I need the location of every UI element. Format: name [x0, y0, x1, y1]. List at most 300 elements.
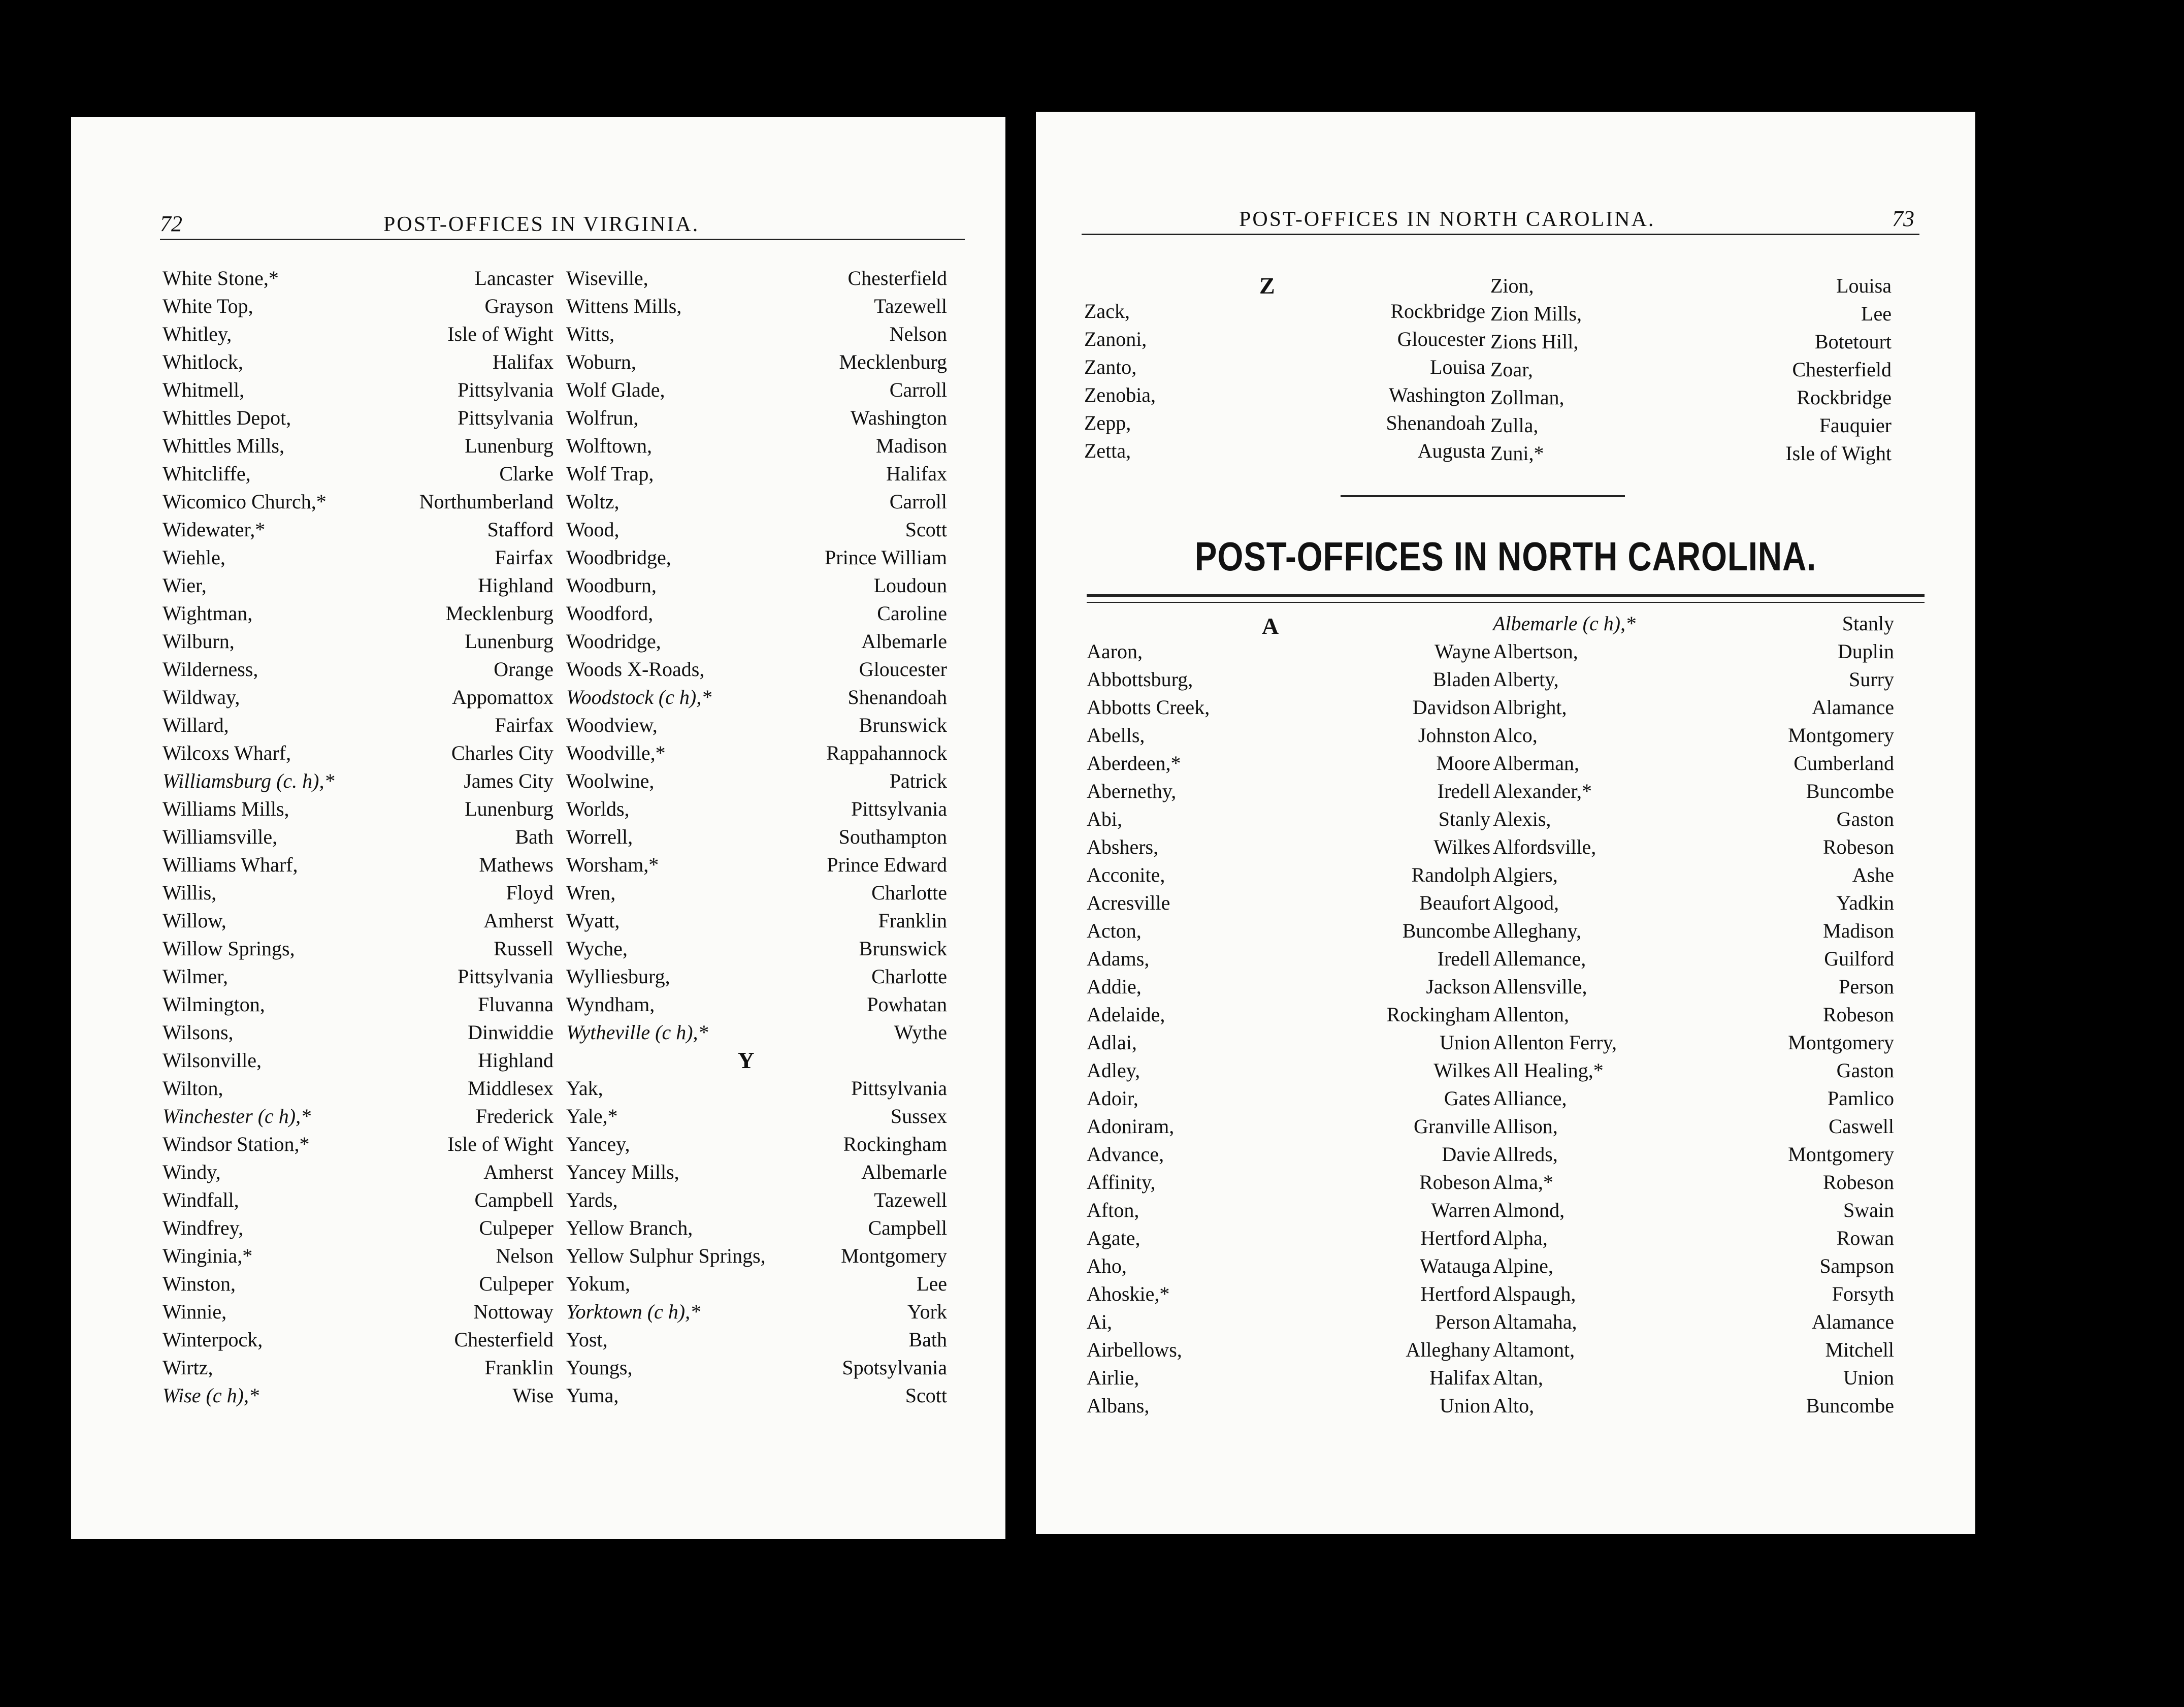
list-item — [1087, 973, 1490, 1001]
list-item — [1493, 889, 1894, 917]
county-name: Bath — [908, 1328, 947, 1351]
post-office-name: Yorktown (c h),* — [566, 1300, 701, 1323]
county-name: Person — [1839, 975, 1894, 998]
county-name: Union — [1440, 1394, 1490, 1417]
list-item — [566, 990, 947, 1018]
county-name: Nelson — [496, 1244, 553, 1267]
list-item — [162, 823, 553, 851]
list-item — [1493, 1140, 1894, 1168]
list-item — [1490, 300, 1892, 328]
county-name: Caroline — [877, 602, 947, 625]
list-item — [162, 795, 553, 823]
list-item — [1087, 805, 1490, 833]
post-office-name: Whittles Depot, — [162, 406, 291, 429]
list-item — [162, 348, 553, 376]
county-name: Franklin — [878, 909, 947, 932]
list-item — [162, 683, 553, 711]
post-office-name: Adams, — [1087, 947, 1150, 970]
county-name: Lunenburg — [465, 434, 553, 457]
post-office-name: Winnie, — [162, 1300, 227, 1323]
county-name: Grayson — [484, 295, 553, 317]
list-item — [566, 711, 947, 739]
list-item — [162, 1018, 553, 1046]
post-office-name: Yellow Branch, — [566, 1216, 693, 1239]
county-name: Buncombe — [1806, 780, 1894, 802]
list-item — [1087, 693, 1490, 721]
post-office-name: Winginia,* — [162, 1244, 253, 1267]
post-office-name: Willow Springs, — [162, 937, 295, 960]
county-name: Union — [1440, 1031, 1490, 1054]
county-name: Pittsylvania — [458, 965, 553, 988]
post-office-name: Worlds, — [566, 797, 630, 820]
post-office-name: Abshers, — [1087, 835, 1159, 858]
post-office-name: Zanto, — [1084, 356, 1137, 378]
post-office-name: Acconite, — [1087, 863, 1165, 886]
page-number: 72 — [160, 211, 182, 236]
list-item — [162, 1102, 553, 1130]
post-office-name: Woodstock (c h),* — [566, 686, 712, 708]
post-office-name: Windsor Station,* — [162, 1133, 310, 1155]
county-name: Mecklenburg — [839, 350, 947, 373]
post-office-name: Wilsonville, — [162, 1049, 262, 1072]
running-head-title: POST-OFFICES IN VIRGINIA. — [383, 213, 700, 236]
county-name: Stafford — [487, 518, 553, 541]
z-column-1 — [1084, 297, 1485, 465]
county-name: Bath — [515, 825, 553, 848]
list-item — [1493, 693, 1894, 721]
post-office-name: Woolwine, — [566, 769, 655, 792]
post-office-name: Zion, — [1490, 274, 1534, 297]
left-page — [71, 117, 1005, 1539]
county-name: Beaufort — [1419, 891, 1490, 914]
post-office-name: Wicomico Church,* — [162, 490, 327, 513]
list-item — [566, 935, 947, 962]
county-name: Floyd — [506, 881, 553, 904]
post-office-name: Winterpock, — [162, 1328, 263, 1351]
post-office-name: Woltz, — [566, 490, 620, 513]
post-office-name: Altan, — [1493, 1366, 1543, 1389]
list-item — [1087, 861, 1490, 889]
county-name: Granville — [1413, 1115, 1490, 1138]
list-item — [566, 851, 947, 879]
list-item — [1087, 1280, 1490, 1308]
county-name: Montgomery — [1788, 724, 1894, 747]
post-office-name: Williams Mills, — [162, 797, 289, 820]
county-name: Pittsylvania — [851, 797, 947, 820]
county-name: Davie — [1442, 1143, 1490, 1166]
county-name: Hertford — [1420, 1227, 1490, 1249]
county-name: Johnston — [1418, 724, 1490, 747]
post-office-name: Willow, — [162, 909, 226, 932]
post-office-name: Woodbridge, — [566, 546, 671, 569]
list-item — [1087, 1028, 1490, 1056]
post-office-name: Altamont, — [1493, 1338, 1575, 1361]
list-item — [1493, 805, 1894, 833]
county-name: Chesterfield — [454, 1328, 553, 1351]
list-item — [1493, 1364, 1894, 1392]
post-office-name: Wolf Glade, — [566, 378, 665, 401]
county-name: Isle of Wight — [447, 1133, 553, 1155]
county-name: Davidson — [1412, 696, 1490, 719]
post-office-name: Alexis, — [1493, 808, 1551, 830]
post-office-name: Advance, — [1087, 1143, 1164, 1166]
post-office-name: Winchester (c h),* — [162, 1105, 311, 1128]
post-office-name: Woodburn, — [566, 574, 657, 597]
list-item — [566, 1214, 947, 1242]
post-office-name: Wytheville (c h),* — [566, 1021, 708, 1044]
section-divider — [1341, 495, 1625, 497]
z-column-2 — [1490, 272, 1892, 467]
post-office-name: Yancey, — [566, 1133, 630, 1155]
list-item — [1493, 777, 1894, 805]
post-office-name: Allison, — [1493, 1115, 1558, 1138]
list-item — [566, 1102, 947, 1130]
county-name: Powhatan — [867, 993, 947, 1016]
post-office-name: Abernethy, — [1087, 780, 1177, 802]
post-office-name: Allensville, — [1493, 975, 1587, 998]
list-item — [1087, 1336, 1490, 1364]
post-office-name: Ahoskie,* — [1087, 1282, 1170, 1305]
list-item — [1087, 1392, 1490, 1420]
county-name: Highland — [478, 574, 553, 597]
list-item — [1493, 1168, 1894, 1196]
post-office-name: Adley, — [1087, 1059, 1140, 1082]
list-item — [162, 1158, 553, 1186]
post-office-name: Alleghany, — [1493, 919, 1582, 942]
post-office-name: Williamsburg (c. h),* — [162, 769, 335, 792]
list-item — [1493, 1056, 1894, 1084]
list-item — [1493, 1392, 1894, 1420]
county-name: Sussex — [890, 1105, 947, 1128]
list-item — [1087, 777, 1490, 805]
post-office-name: Affinity, — [1087, 1171, 1156, 1194]
list-item — [162, 320, 553, 348]
post-office-name: Widewater,* — [162, 518, 266, 541]
post-office-name: Algiers, — [1493, 863, 1558, 886]
section-letter-z: Z — [1259, 273, 1275, 299]
county-name: Tazewell — [874, 295, 947, 317]
county-name: Russell — [494, 937, 553, 960]
post-office-name: Allreds, — [1493, 1143, 1558, 1166]
list-item — [162, 1074, 553, 1102]
county-name: Augusta — [1417, 439, 1485, 462]
county-name: Hertford — [1420, 1282, 1490, 1305]
post-office-name: Allenton Ferry, — [1493, 1031, 1617, 1054]
section-letter-a: A — [1262, 613, 1279, 639]
post-office-name: Algood, — [1493, 891, 1559, 914]
list-item — [566, 460, 947, 488]
post-office-name: Adoir, — [1087, 1087, 1138, 1110]
post-office-name: Woodview, — [566, 714, 658, 736]
list-item — [1087, 665, 1490, 693]
county-name: Patrick — [889, 769, 947, 792]
county-name: Fauquier — [1819, 414, 1892, 437]
county-name: Union — [1843, 1366, 1894, 1389]
list-item — [1493, 1308, 1894, 1336]
county-name: Chesterfield — [847, 267, 947, 289]
post-office-name: Alspaugh, — [1493, 1282, 1576, 1305]
county-name: Wayne — [1434, 640, 1490, 663]
post-office-name: Yancey Mills, — [566, 1161, 679, 1183]
list-item — [1493, 917, 1894, 945]
list-item — [162, 711, 553, 739]
post-office-name: Woodville,* — [566, 742, 666, 764]
post-office-name: Wyche, — [566, 937, 628, 960]
list-item — [162, 432, 553, 460]
post-office-name: Williams Wharf, — [162, 853, 298, 876]
post-office-name: Afton, — [1087, 1199, 1139, 1221]
post-office-name: Zuni,* — [1490, 442, 1544, 465]
post-office-name: Wilcoxs Wharf, — [162, 742, 291, 764]
post-office-name: Woburn, — [566, 350, 636, 373]
post-office-name: Yuma, — [566, 1384, 619, 1407]
post-office-name: Wilburn, — [162, 630, 235, 653]
post-office-name: Willard, — [162, 714, 229, 736]
list-item — [1087, 1084, 1490, 1112]
post-office-name: Woodford, — [566, 602, 654, 625]
post-office-name: Whitcliffe, — [162, 462, 251, 485]
county-name: Randolph — [1411, 863, 1490, 886]
list-item — [1087, 1252, 1490, 1280]
county-name: Lunenburg — [465, 630, 553, 653]
list-item — [1493, 1280, 1894, 1308]
list-item — [1084, 409, 1485, 437]
list-item — [162, 879, 553, 907]
county-name: Wilkes — [1433, 1059, 1490, 1082]
list-item — [566, 599, 947, 627]
county-name: Wise — [512, 1384, 553, 1407]
county-name: Spotsylvania — [842, 1356, 947, 1379]
list-item — [566, 543, 947, 571]
list-item — [1087, 833, 1490, 861]
list-item — [1087, 1168, 1490, 1196]
county-name: Carroll — [889, 490, 947, 513]
county-name: Gaston — [1836, 808, 1894, 830]
county-name: Gloucester — [859, 658, 947, 681]
list-item — [1084, 297, 1485, 325]
list-item — [1493, 1028, 1894, 1056]
county-name: Amherst — [483, 1161, 553, 1183]
list-item — [162, 264, 553, 292]
county-name: Caswell — [1829, 1115, 1894, 1138]
list-item — [566, 1158, 947, 1186]
list-item — [1493, 1336, 1894, 1364]
post-office-name: Zoar, — [1490, 358, 1533, 381]
county-name: Pittsylvania — [458, 378, 553, 401]
list-item — [1087, 1056, 1490, 1084]
list-item — [1493, 1224, 1894, 1252]
list-item — [566, 1074, 947, 1102]
list-item — [1493, 1084, 1894, 1112]
county-name: Shenandoah — [847, 686, 947, 708]
post-office-name: Adlai, — [1087, 1031, 1137, 1054]
post-office-name: Wiseville, — [566, 267, 648, 289]
county-name: Sampson — [1819, 1254, 1894, 1277]
post-office-name: Wilmer, — [162, 965, 228, 988]
list-item — [1087, 1112, 1490, 1140]
post-office-name: Wren, — [566, 881, 616, 904]
post-office-name: Aaron, — [1087, 640, 1143, 663]
list-item — [1087, 1308, 1490, 1336]
post-office-name: Williamsville, — [162, 825, 278, 848]
list-item — [1084, 437, 1485, 465]
county-name: Isle of Wight — [447, 323, 553, 345]
post-office-name: Windfrey, — [162, 1216, 244, 1239]
county-name: Brunswick — [859, 937, 947, 960]
county-name: Surry — [1849, 668, 1894, 691]
county-name: Halifax — [1429, 1366, 1490, 1389]
county-name: Campbell — [474, 1188, 553, 1211]
post-office-name: Alpine, — [1493, 1254, 1553, 1277]
county-name: Nelson — [889, 323, 947, 345]
post-office-name: Youngs, — [566, 1356, 633, 1379]
post-office-name: Adelaide, — [1087, 1003, 1165, 1026]
list-item — [1490, 356, 1892, 383]
post-office-name: Albans, — [1087, 1394, 1150, 1417]
list-item — [162, 767, 553, 795]
list-item — [566, 795, 947, 823]
post-office-name: Zetta, — [1084, 439, 1131, 462]
post-office-name: Wolfrun, — [566, 406, 639, 429]
list-item — [1493, 973, 1894, 1001]
list-item — [566, 516, 947, 543]
list-item — [566, 823, 947, 851]
list-item — [162, 1326, 553, 1354]
post-office-name: Airbellows, — [1087, 1338, 1182, 1361]
list-item — [1087, 917, 1490, 945]
county-name: Buncombe — [1402, 919, 1490, 942]
list-item — [162, 404, 553, 432]
county-name: Carroll — [889, 378, 947, 401]
county-name: Lunenburg — [465, 797, 553, 820]
post-office-name: Zulla, — [1490, 414, 1539, 437]
list-item — [1490, 411, 1892, 439]
post-office-name: Worrell, — [566, 825, 633, 848]
post-office-name: Wilton, — [162, 1077, 223, 1100]
post-office-name: Wyatt, — [566, 909, 620, 932]
county-name: Warren — [1431, 1199, 1490, 1221]
list-item — [566, 1018, 947, 1046]
list-item — [162, 655, 553, 683]
post-office-name: Zion Mills, — [1490, 302, 1582, 325]
county-name: Tazewell — [874, 1188, 947, 1211]
post-office-name: Wightman, — [162, 602, 253, 625]
county-name: Mathews — [479, 853, 553, 876]
list-item — [162, 599, 553, 627]
post-office-name: Zack, — [1084, 300, 1130, 323]
county-name: Montgomery — [1788, 1031, 1894, 1054]
post-office-name: Wirtz, — [162, 1356, 213, 1379]
county-name: Southampton — [838, 825, 947, 848]
post-office-name: Abbottsburg, — [1087, 668, 1193, 691]
county-name: Loudoun — [873, 574, 947, 597]
county-name: Gates — [1444, 1087, 1490, 1110]
county-name: Jackson — [1426, 975, 1490, 998]
post-office-name: Aberdeen,* — [1087, 752, 1181, 775]
list-item — [162, 292, 553, 320]
section-letter: Y — [737, 1047, 755, 1073]
post-office-name: Whitley, — [162, 323, 232, 345]
county-name: Scott — [905, 1384, 947, 1407]
list-item — [1493, 1196, 1894, 1224]
post-office-name: Airlie, — [1087, 1366, 1139, 1389]
county-name: Frederick — [475, 1105, 553, 1128]
county-name: Rappahannock — [826, 742, 947, 764]
list-item — [162, 1046, 553, 1074]
list-item — [566, 655, 947, 683]
post-office-name: Whitmell, — [162, 378, 245, 401]
list-item — [1490, 383, 1892, 411]
list-item — [566, 1298, 947, 1326]
county-name: Amherst — [483, 909, 553, 932]
county-name: Iredell — [1437, 947, 1490, 970]
list-item — [162, 851, 553, 879]
post-office-name: Alto, — [1493, 1394, 1535, 1417]
list-item — [162, 739, 553, 767]
county-name: Brunswick — [859, 714, 947, 736]
list-item — [162, 627, 553, 655]
county-name: Orange — [494, 658, 553, 681]
post-office-name: Zepp, — [1084, 411, 1131, 434]
list-item — [162, 516, 553, 543]
county-name: Fairfax — [495, 546, 553, 569]
county-name: Halifax — [886, 462, 947, 485]
list-item — [1493, 861, 1894, 889]
post-office-name: Acresville — [1087, 891, 1170, 914]
post-office-name: Adoniram, — [1087, 1115, 1175, 1138]
post-office-name: Abells, — [1087, 724, 1145, 747]
post-office-name: Acton, — [1087, 919, 1142, 942]
post-office-name: Zenobia, — [1084, 383, 1156, 406]
post-office-name: Yellow Sulphur Springs, — [566, 1244, 766, 1267]
county-name: Mitchell — [1825, 1338, 1894, 1361]
county-name: Gaston — [1836, 1059, 1894, 1082]
list-item — [162, 907, 553, 935]
county-name: Charles City — [451, 742, 553, 764]
county-name: Fairfax — [495, 714, 553, 736]
post-office-name: Alberty, — [1493, 668, 1559, 691]
county-name: Swain — [1843, 1199, 1894, 1221]
list-item — [162, 543, 553, 571]
list-item — [566, 1354, 947, 1381]
list-item — [162, 460, 553, 488]
post-office-name: Abbotts Creek, — [1087, 696, 1210, 719]
list-item — [162, 1354, 553, 1381]
list-item — [1493, 637, 1894, 665]
post-office-name: Alpha, — [1493, 1227, 1548, 1249]
post-office-name: Woodridge, — [566, 630, 661, 653]
county-name: Prince William — [825, 546, 947, 569]
county-name: Middlesex — [468, 1077, 553, 1100]
nc-column-1 — [1087, 637, 1490, 1420]
running-head-title: POST-OFFICES IN NORTH CAROLINA. — [1239, 208, 1655, 231]
county-name: Robeson — [1823, 1003, 1894, 1026]
double-rule — [1087, 594, 1925, 603]
list-item — [1087, 721, 1490, 749]
running-head — [160, 213, 965, 240]
right-page — [1036, 112, 1975, 1534]
post-office-name: White Top, — [162, 295, 253, 317]
county-name: Person — [1435, 1310, 1490, 1333]
county-name: York — [907, 1300, 947, 1323]
column-2 — [566, 264, 947, 1409]
post-office-name: Woods X-Roads, — [566, 658, 705, 681]
county-name: Alamance — [1811, 1310, 1894, 1333]
county-name: Charlotte — [871, 965, 947, 988]
post-office-name: Albemarle (c h),* — [1493, 612, 1636, 635]
list-item — [1087, 1364, 1490, 1392]
post-office-name: Windfall, — [162, 1188, 239, 1211]
